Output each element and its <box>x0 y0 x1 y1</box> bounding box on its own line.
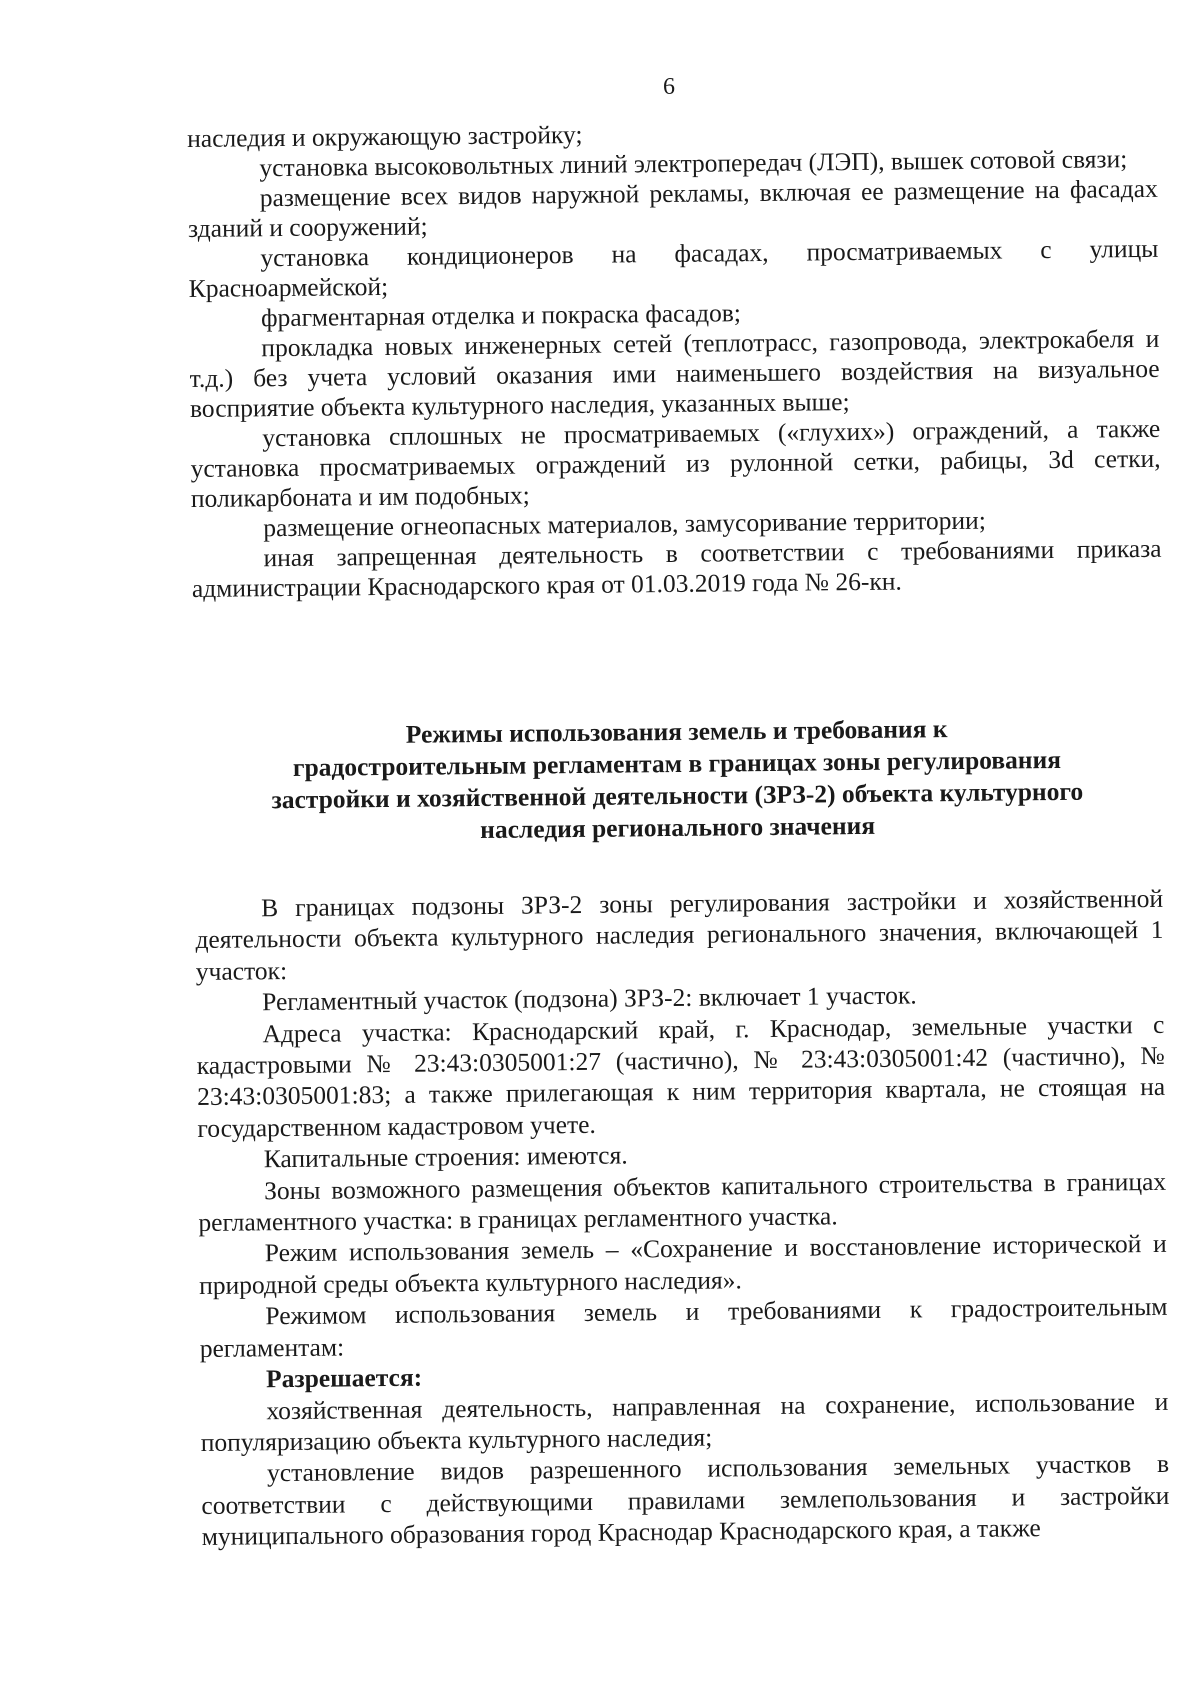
section-heading <box>195 711 1159 849</box>
paragraph: Капитальные строения: имеются. <box>263 1140 628 1174</box>
paragraph: прокладка новых инженерных сетей (теплотрасс, газопровода, электрокабеля и т.д.) без учета условий оказания ими наименьшего воздействия на визуальное восприятие объекта культурного наследия, указанных выше; <box>189 323 1160 423</box>
heading-line: градостроительным регламентам в границах зоны регулирования <box>292 744 1062 782</box>
paragraph: иная запрещенная деятельность в соответствии с требованиями приказа администрации Краснодарского края от 01.03.2019 года № 26-кн. <box>191 533 1162 603</box>
paragraph: Зоны возможного размещения объектов капитального строительства в границах регламентного участка: в границах регламентного участка. <box>198 1166 1167 1238</box>
paragraph: установка сплошных не просматриваемых («глухих») ограждений, а также установка просматриваемых ограждений из рулонной сетки, рабицы, 3d сетки, поликарбоната и им подобных; <box>190 413 1161 513</box>
paragraph: фрагментарная отделка и покраска фасадов; <box>260 298 742 333</box>
paragraph: Регламентный участок (подзона) ЗРЗ-2: включает 1 участок. <box>261 980 917 1017</box>
paragraph: В границах подзоны ЗРЗ-2 зоны регулирования застройки и хозяйственной деятельности объекта культурного наследия регионального значения, включающей 1 участок: <box>195 883 1164 986</box>
heading-line: Режимы использования земель и требования к <box>405 714 948 749</box>
paragraph: установка высоковольтных линий электропередач (ЛЭП), вышек сотовой связи; <box>259 144 1128 183</box>
paragraph: размещение огнеопасных материалов, замусоривание территории; <box>263 505 986 543</box>
permitted-heading: Разрешается: <box>265 1362 423 1394</box>
paragraph: установление видов разрешенного использования земельных участков в соответствии с действующими правилами землепользования и застройки муниципального образования город Краснодар Краснодарского края, а также <box>201 1449 1170 1552</box>
paragraph: хозяйственная деятельность, направленная на сохранение, использование и популяризацию объекта культурного наследия; <box>200 1386 1169 1457</box>
paragraph: наследия и окружающую застройку; <box>187 119 583 153</box>
heading-line: наследия регионального значения <box>480 810 876 845</box>
page-number: 6 <box>663 74 675 100</box>
zrz2-regulations <box>195 883 1170 1553</box>
heading-line: застройки и хозяйственной деятельности (ЗРЗ-2) объекта культурного <box>271 776 1084 815</box>
paragraph: Режим использования земель – «Сохранение и восстановление исторической и природной среды объекта культурного наследия». <box>198 1229 1167 1300</box>
paragraph: Адреса участка: Краснодарский край, г. Краснодар, земельные участки с кадастровыми № 23:43:0305001:27 (частично), № 23:43:0305001:42 (частично), № 23:43:0305001:83; а также прилегающая к ним территория квартала, не стоящая на государственном кадастровом учете. <box>196 1009 1166 1143</box>
prohibited-activities-list <box>187 114 1162 604</box>
paragraph: размещение всех видов наружной рекламы, включая ее размещение на фасадах зданий и сооружений; <box>187 173 1158 243</box>
paragraph: Режимом использования земель и требованиями к градостроительным регламентам: <box>199 1292 1168 1363</box>
paragraph: установка кондиционеров на фасадах, просматриваемых с улицы Красноармейской; <box>188 233 1159 303</box>
